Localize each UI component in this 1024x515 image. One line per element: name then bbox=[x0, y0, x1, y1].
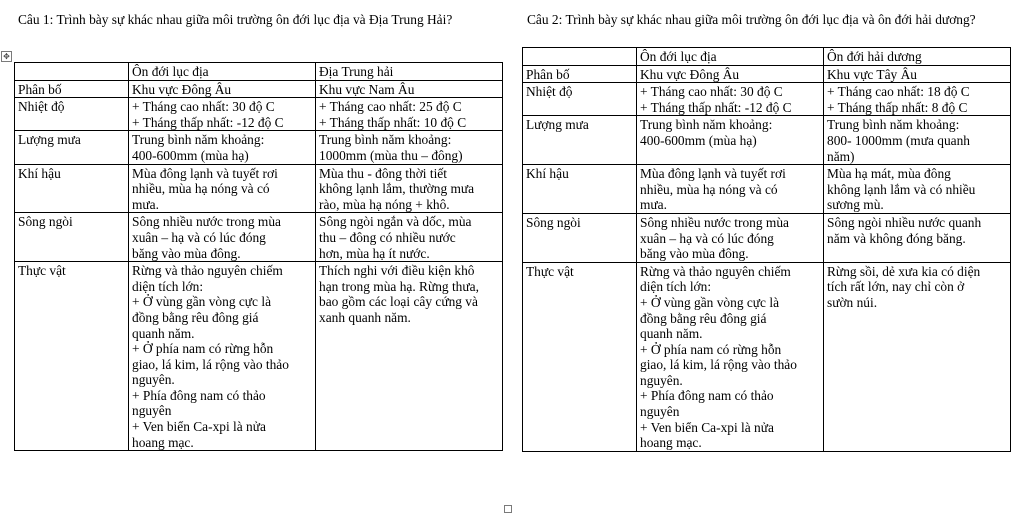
table-cell[interactable]: Trung bình năm khoảng: 400-600mm (mùa hạ) bbox=[129, 131, 316, 164]
table-cell[interactable]: Trung bình năm khoảng: 800- 1000mm (mưa quanh năm) bbox=[824, 116, 1011, 165]
table-header-row bbox=[15, 63, 503, 81]
table-cell[interactable]: Thích nghi với điều kiện khô hạn trong mùa hạ. Rừng thưa, bao gồm các loại cây cứng và xanh quanh năm. bbox=[316, 262, 503, 451]
table-header-cell[interactable]: Ôn đới lục địa bbox=[129, 63, 316, 81]
table-cell[interactable]: Sông ngòi nhiều nước quanh năm và không đóng băng. bbox=[824, 213, 1011, 262]
comparison-table-1 bbox=[14, 62, 503, 451]
question-2-text: Câu 2: Trình bày sự khác nhau giữa môi trường ôn đới lục địa và ôn đới hải dương? bbox=[527, 12, 976, 27]
question-1-text: Câu 1: Trình bày sự khác nhau giữa môi trường ôn đới lục địa và Địa Trung Hải? bbox=[18, 12, 453, 27]
table-cell[interactable]: Rừng và thảo nguyên chiếm diện tích lớn: + Ở vùng gần vòng cực là đồng bằng rêu đông giá quanh năm. + Ở phía nam có rừng hỗn giao, lá kim, lá rộng vào thảo nguyên. + Phía đông nam có thảo nguyên + Ven biển Ca-xpi là nửa hoang mạc. bbox=[129, 262, 316, 451]
table-cell[interactable]: + Tháng cao nhất: 18 độ C + Tháng thấp nhất: 8 độ C bbox=[824, 83, 1011, 116]
table-cell[interactable]: Sông ngòi ngắn và dốc, mùa thu – đông có nhiều nước hơn, mùa hạ ít nước. bbox=[316, 213, 503, 262]
table-cell[interactable]: Nhiệt độ bbox=[523, 83, 637, 116]
comparison-table-2 bbox=[522, 47, 1011, 452]
table-move-handle-icon[interactable]: ✥ bbox=[1, 51, 12, 62]
table-cell[interactable]: Thực vật bbox=[15, 262, 129, 451]
table-cell[interactable]: Mùa đông lạnh và tuyết rơi nhiều, mùa hạ nóng và có mưa. bbox=[129, 164, 316, 213]
table-cell[interactable]: Phân bố bbox=[523, 65, 637, 83]
table-cell[interactable]: + Tháng cao nhất: 25 độ C + Tháng thấp nhất: 10 độ C bbox=[316, 98, 503, 131]
table-header-cell[interactable] bbox=[523, 48, 637, 66]
table-cell[interactable]: Rừng và thảo nguyên chiếm diện tích lớn: + Ở vùng gần vòng cực là đồng bằng rêu đông giá quanh năm. + Ở phía nam có rừng hỗn giao, lá kim, lá rộng vào thảo nguyên. + Phía đông nam có thảo nguyên + Ven biển Ca-xpi là nửa hoang mạc. bbox=[637, 262, 824, 451]
table-row bbox=[523, 116, 1011, 165]
table-header-cell[interactable]: Địa Trung hải bbox=[316, 63, 503, 81]
table-resize-handle-icon[interactable] bbox=[504, 505, 512, 513]
table-cell[interactable]: Mùa thu - đông thời tiết không lạnh lắm, thường mưa rào, mùa hạ nóng + khô. bbox=[316, 164, 503, 213]
table-row bbox=[523, 83, 1011, 116]
table-cell[interactable]: + Tháng cao nhất: 30 độ C + Tháng thấp nhất: -12 độ C bbox=[637, 83, 824, 116]
table-row bbox=[15, 80, 503, 98]
table-cell[interactable]: Sông ngòi bbox=[15, 213, 129, 262]
table-cell[interactable]: Khu vực Đông Âu bbox=[129, 80, 316, 98]
table-cell[interactable]: Phân bố bbox=[15, 80, 129, 98]
table-cell[interactable]: Lượng mưa bbox=[523, 116, 637, 165]
table-cell[interactable]: Nhiệt độ bbox=[15, 98, 129, 131]
table-cell[interactable]: Sông ngòi bbox=[523, 213, 637, 262]
table-row bbox=[15, 98, 503, 131]
table-cell[interactable]: Khu vực Đông Âu bbox=[637, 65, 824, 83]
table-cell[interactable]: Trung bình năm khoảng: 400-600mm (mùa hạ) bbox=[637, 116, 824, 165]
table-row bbox=[15, 213, 503, 262]
table-cell[interactable]: Mùa đông lạnh và tuyết rơi nhiều, mùa hạ nóng và có mưa. bbox=[637, 165, 824, 214]
table-header-cell[interactable]: Ôn đới hải dương bbox=[824, 48, 1011, 66]
table-cell[interactable]: Khí hậu bbox=[15, 164, 129, 213]
table-row bbox=[523, 165, 1011, 214]
table-cell[interactable]: Rừng sồi, dẻ xưa kia có diện tích rất lớn, nay chỉ còn ở sườn núi. bbox=[824, 262, 1011, 451]
table-cell[interactable]: Thực vật bbox=[523, 262, 637, 451]
table-header-cell[interactable]: Ôn đới lục địa bbox=[637, 48, 824, 66]
table-row bbox=[15, 131, 503, 164]
table-cell[interactable]: Khu vực Nam Âu bbox=[316, 80, 503, 98]
table-cell[interactable]: Mùa hạ mát, mùa đông không lạnh lắm và có nhiều sương mù. bbox=[824, 165, 1011, 214]
table-cell[interactable]: + Tháng cao nhất: 30 độ C + Tháng thấp nhất: -12 độ C bbox=[129, 98, 316, 131]
table-cell[interactable]: Khí hậu bbox=[523, 165, 637, 214]
table-cell[interactable]: Lượng mưa bbox=[15, 131, 129, 164]
table-header-cell[interactable] bbox=[15, 63, 129, 81]
table-header-row bbox=[523, 48, 1011, 66]
table-cell[interactable]: Trung bình năm khoảng: 1000mm (mùa thu – đông) bbox=[316, 131, 503, 164]
table-cell[interactable]: Sông nhiều nước trong mùa xuân – hạ và có lúc đóng băng vào mùa đông. bbox=[637, 213, 824, 262]
table-row bbox=[15, 164, 503, 213]
table-row bbox=[523, 213, 1011, 262]
table-row bbox=[523, 262, 1011, 451]
table-row bbox=[15, 262, 503, 451]
table-row bbox=[523, 65, 1011, 83]
table-cell[interactable]: Khu vực Tây Âu bbox=[824, 65, 1011, 83]
table-cell[interactable]: Sông nhiều nước trong mùa xuân – hạ và có lúc đóng băng vào mùa đông. bbox=[129, 213, 316, 262]
